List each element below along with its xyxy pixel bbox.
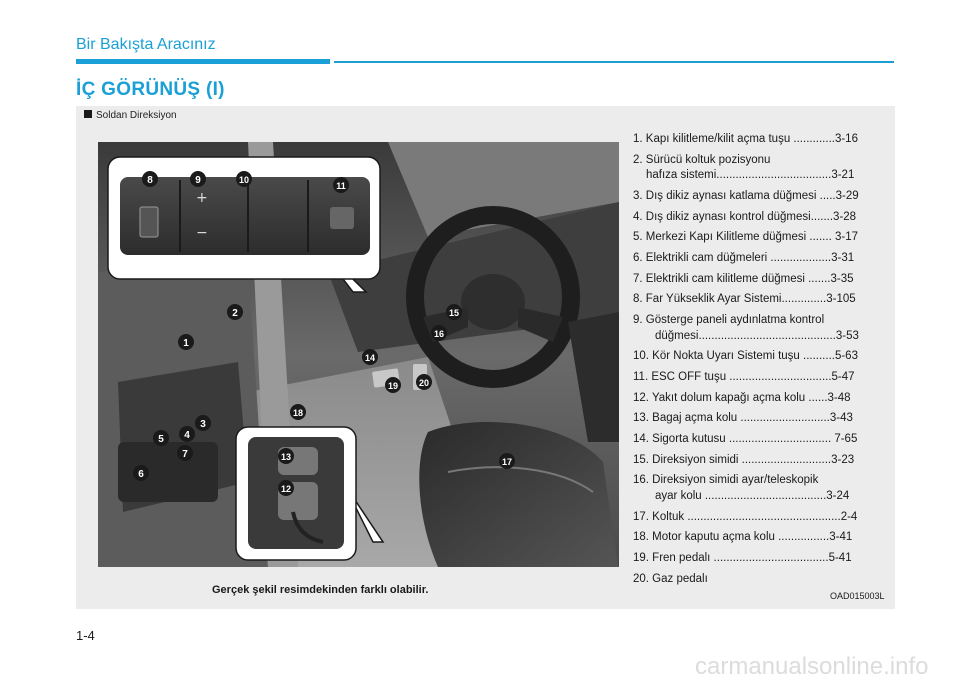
panel-label xyxy=(84,110,177,121)
list-item-text: 5. Merkezi Kapı Kilitleme düğmesi ....... 3-17 xyxy=(633,231,858,244)
panel-label-text: Soldan Direksiyon xyxy=(96,110,177,121)
page-title: İÇ GÖRÜNÜŞ (I) xyxy=(76,79,225,100)
illustration-caption: Gerçek şekil resimdekinden farklı olabilir. xyxy=(212,584,429,596)
list-item-text: 2. Sürücü koltuk pozisyonu xyxy=(633,153,771,166)
list-item-text: 19. Fren pedalı ....................................5-41 xyxy=(633,551,852,564)
header-accent-bar xyxy=(76,59,330,64)
list-item xyxy=(633,530,883,546)
list-item-text: 1. Kapı kilitleme/kilit açma tuşu .............3-16 xyxy=(633,133,858,145)
list-item-text: 17. Koltuk ................................................2-4 xyxy=(633,510,858,523)
list-item xyxy=(633,453,883,469)
header-rule xyxy=(334,61,894,63)
callout-label-8: 8 xyxy=(147,175,153,186)
section-header: Bir Bakışta Aracınız xyxy=(76,36,216,53)
svg-text:−: − xyxy=(196,225,208,241)
list-item xyxy=(633,132,883,148)
list-item-text: 12. Yakıt dolum kapağı açma kolu ......3-48 xyxy=(633,391,851,404)
list-item xyxy=(633,572,883,588)
list-item xyxy=(633,370,883,386)
callout-label-20: 20 xyxy=(418,378,430,388)
list-item xyxy=(633,230,883,246)
list-item-text: 14. Sigorta kutusu ................................ 7-65 xyxy=(633,432,858,445)
list-item xyxy=(633,210,883,226)
list-item xyxy=(633,251,883,267)
callout-label-18: 18 xyxy=(292,408,304,418)
callout-label-2: 2 xyxy=(232,308,238,319)
list-item-text: 18. Motor kaputu açma kolu ................3-41 xyxy=(633,531,853,544)
list-item-text: 11. ESC OFF tuşu ................................5-47 xyxy=(633,370,855,383)
interior-illustration xyxy=(98,142,619,567)
watermark: carmanualsonline.info xyxy=(695,653,929,680)
callout-label-19: 19 xyxy=(387,381,399,391)
callout-label-16: 16 xyxy=(433,329,445,339)
list-item-continuation: düğmesi...........................................3-53 xyxy=(655,329,859,342)
list-item-text: 7. Elektrikli cam kilitleme düğmesi .......3-35 xyxy=(633,272,854,285)
list-item xyxy=(633,313,883,344)
page-number: 1-4 xyxy=(76,628,95,643)
callout-label-4: 4 xyxy=(184,430,190,441)
callout-label-5: 5 xyxy=(158,434,164,445)
callout-label-17: 17 xyxy=(501,457,513,467)
callout-label-10: 10 xyxy=(238,175,250,185)
callout-label-6: 6 xyxy=(138,469,144,480)
square-bullet-icon xyxy=(84,110,92,118)
list-item-text: 9. Gösterge paneli aydınlatma kontrol xyxy=(633,314,825,326)
callout-label-11: 11 xyxy=(336,181,346,191)
svg-text:+: + xyxy=(196,190,208,206)
list-item-text: 20. Gaz pedalı xyxy=(633,572,708,585)
callout-label-9: 9 xyxy=(195,175,201,186)
list-item-text: 10. Kör Nokta Uyarı Sistemi tuşu ..........5-63 xyxy=(633,350,858,363)
list-item xyxy=(633,411,883,427)
list-item xyxy=(633,272,883,288)
list-item xyxy=(633,473,883,504)
list-item-text: 15. Direksiyon simidi ............................3-23 xyxy=(633,453,855,466)
callout-label-15: 15 xyxy=(448,308,460,318)
list-item-continuation: hafıza sistemi....................................3-21 xyxy=(646,169,855,182)
callout-label-3: 3 xyxy=(200,419,206,430)
list-item xyxy=(633,189,883,205)
callout-label-7: 7 xyxy=(182,449,188,460)
list-item xyxy=(633,292,883,308)
list-item-text: 6. Elektrikli cam düğmeleri ...................3-31 xyxy=(633,251,855,264)
callout-label-13: 13 xyxy=(280,452,292,462)
list-item xyxy=(633,510,883,526)
list-item-text: 16. Direksiyon simidi ayar/teleskopik xyxy=(633,474,819,487)
callout-label-14: 14 xyxy=(364,353,376,363)
list-item xyxy=(633,391,883,407)
list-item-text: 13. Bagaj açma kolu ............................3-43 xyxy=(633,412,853,425)
list-item-text: 8. Far Yükseklik Ayar Sistemi..............3-105 xyxy=(633,293,856,306)
list-item xyxy=(633,432,883,448)
list-item-text: 3. Dış dikiz aynası katlama düğmesi .....3-29 xyxy=(633,189,859,202)
callout-label-1: 1 xyxy=(183,338,189,349)
list-item-continuation: ayar kolu ......................................3-24 xyxy=(655,489,850,502)
list-item xyxy=(633,153,883,184)
component-list xyxy=(633,132,883,592)
list-item xyxy=(633,551,883,567)
list-item-text: 4. Dış dikiz aynası kontrol düğmesi.......3-28 xyxy=(633,210,857,223)
illustration-code: OAD015003L xyxy=(830,591,885,601)
list-item xyxy=(633,349,883,365)
callout-label-12: 12 xyxy=(280,484,292,494)
